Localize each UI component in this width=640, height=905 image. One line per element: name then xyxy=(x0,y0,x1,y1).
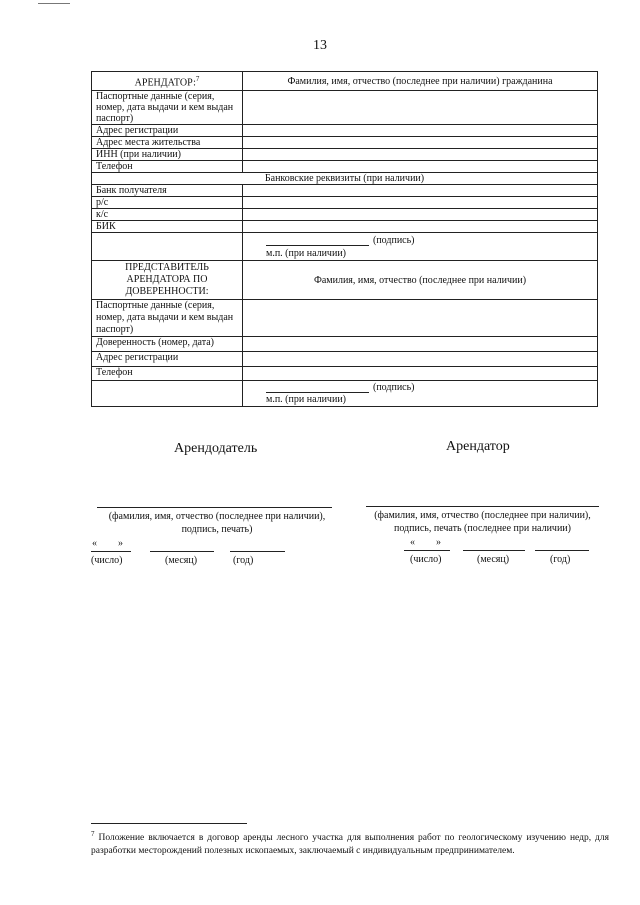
tenant-details-table xyxy=(91,71,598,407)
tenant-row-label: Адрес регистрации xyxy=(92,125,243,137)
representative-row-label: Паспортные данные (серия, номер, дата выдачи и кем выдан паспорт) xyxy=(92,300,243,337)
bank-row xyxy=(92,221,598,233)
representative-signature-row xyxy=(92,381,598,407)
bank-row xyxy=(92,197,598,209)
bank-row-value[interactable] xyxy=(243,197,598,209)
bank-row-label: БИК xyxy=(92,221,243,233)
bank-row-value[interactable] xyxy=(243,221,598,233)
tenant-row xyxy=(92,125,598,137)
tenant-name-title: Фамилия, имя, отчество (последнее при наличии) гражданина xyxy=(243,72,598,91)
representative-signature-blank xyxy=(92,381,243,407)
landlord-quote-close: » xyxy=(118,538,123,549)
landlord-signature-line[interactable] xyxy=(97,507,332,508)
representative-name-title: Фамилия, имя, отчество (последнее при наличии) xyxy=(243,261,598,300)
tenant-row-label: Телефон xyxy=(92,161,243,173)
tenant-row-label: Паспортные данные (серия, номер, дата выдачи и кем выдан паспорт) xyxy=(92,91,243,125)
landlord-title: Арендодатель xyxy=(174,441,258,456)
landlord-caption-line2: подпись, печать) xyxy=(181,524,253,535)
bank-row-value[interactable] xyxy=(243,185,598,197)
bank-row xyxy=(92,185,598,197)
bank-row-label: р/с xyxy=(92,197,243,209)
bank-row-value[interactable] xyxy=(243,209,598,221)
tenant-quote-close: » xyxy=(436,537,441,548)
tenant-caption-line1: (фамилия, имя, отчество (последнее при наличии), xyxy=(374,510,591,521)
tenant-row-value[interactable] xyxy=(243,125,598,137)
tenant-header-row xyxy=(92,72,598,91)
tenant-row-value[interactable] xyxy=(243,149,598,161)
representative-row-value[interactable] xyxy=(243,337,598,352)
landlord-day-line[interactable] xyxy=(91,551,131,552)
footnote-rule xyxy=(91,823,247,824)
representative-row-value[interactable] xyxy=(243,352,598,367)
landlord-day-caption: (число) xyxy=(91,555,123,566)
landlord-year-caption: (год) xyxy=(233,555,254,566)
representative-signature-cell[interactable] xyxy=(243,381,598,407)
bank-row-label: Банк получателя xyxy=(92,185,243,197)
tenant-month-line[interactable] xyxy=(463,550,525,551)
tenant-row xyxy=(92,161,598,173)
bank-row xyxy=(92,209,598,221)
bank-row-label: к/с xyxy=(92,209,243,221)
representative-row-label: Доверенность (номер, дата) xyxy=(92,337,243,352)
tenant-month-caption: (месяц) xyxy=(477,554,510,565)
representative-row-label: Адрес регистрации xyxy=(92,352,243,367)
landlord-month-caption: (месяц) xyxy=(165,555,198,566)
landlord-month-line[interactable] xyxy=(150,551,214,552)
tenant-day-line[interactable] xyxy=(404,550,450,551)
page-number: 13 xyxy=(313,38,327,53)
tenant-header-label: АРЕНДАТОР:$^7$ xyxy=(92,72,243,91)
representative-row xyxy=(92,300,598,337)
landlord-caption-line1: (фамилия, имя, отчество (последнее при наличии), xyxy=(108,511,326,522)
representative-header-row xyxy=(92,261,598,300)
representative-header-label: ПРЕДСТАВИТЕЛЬ АРЕНДАТОРА ПО ДОВЕРЕННОСТИ: xyxy=(92,261,243,300)
tenant-row-label: ИНН (при наличии) xyxy=(92,149,243,161)
stamp-caption: м.п. (при наличии) xyxy=(266,248,346,259)
tenant-row-value[interactable] xyxy=(243,161,598,173)
stamp-caption: м.п. (при наличии) xyxy=(266,394,346,405)
tenant-year-caption: (год) xyxy=(550,554,571,565)
tenant-title: Арендатор xyxy=(446,439,510,454)
tenant-signature-row xyxy=(92,233,598,261)
representative-row xyxy=(92,337,598,352)
tenant-year-line[interactable] xyxy=(535,550,589,551)
tenant-quote-open: « xyxy=(410,537,415,548)
tenant-caption-line2: подпись, печать (последнее при наличии) xyxy=(393,523,571,534)
tenant-row-value[interactable] xyxy=(243,91,598,125)
signature-line xyxy=(266,245,369,246)
representative-row-label: Телефон xyxy=(92,367,243,381)
tenant-signature-cell[interactable] xyxy=(243,233,598,261)
footnote-text: Положение включается в договор аренды лесного участка для выполнения работ по геологическому изучению недр, для разработки месторождений полезных ископаемых, заключаемый с индивидуальным предпринимателем. xyxy=(91,833,609,857)
tenant-signature-line[interactable] xyxy=(366,506,599,507)
tenant-day-caption: (число) xyxy=(410,554,442,565)
signature-line xyxy=(266,392,369,393)
scan-artifact-line xyxy=(38,3,70,4)
landlord-year-line[interactable] xyxy=(230,551,285,552)
representative-row-value[interactable] xyxy=(243,367,598,381)
tenant-signature-blank xyxy=(92,233,243,261)
tenant-row xyxy=(92,91,598,125)
tenant-row-value[interactable] xyxy=(243,137,598,149)
tenant-row xyxy=(92,137,598,149)
representative-row xyxy=(92,352,598,367)
representative-row-value[interactable] xyxy=(243,300,598,337)
footnote-ref: 7 xyxy=(195,74,200,83)
footnote xyxy=(91,828,609,858)
signature-caption: (подпись) xyxy=(373,382,415,393)
footnote-mark: 7 xyxy=(91,830,95,838)
tenant-row xyxy=(92,149,598,161)
landlord-quote-open: « xyxy=(92,538,97,549)
bank-title-row xyxy=(92,173,598,185)
bank-details-title: Банковские реквизиты (при наличии) xyxy=(92,173,598,185)
representative-row xyxy=(92,367,598,381)
signature-caption: (подпись) xyxy=(373,235,415,246)
tenant-row-label: Адрес места жительства xyxy=(92,137,243,149)
